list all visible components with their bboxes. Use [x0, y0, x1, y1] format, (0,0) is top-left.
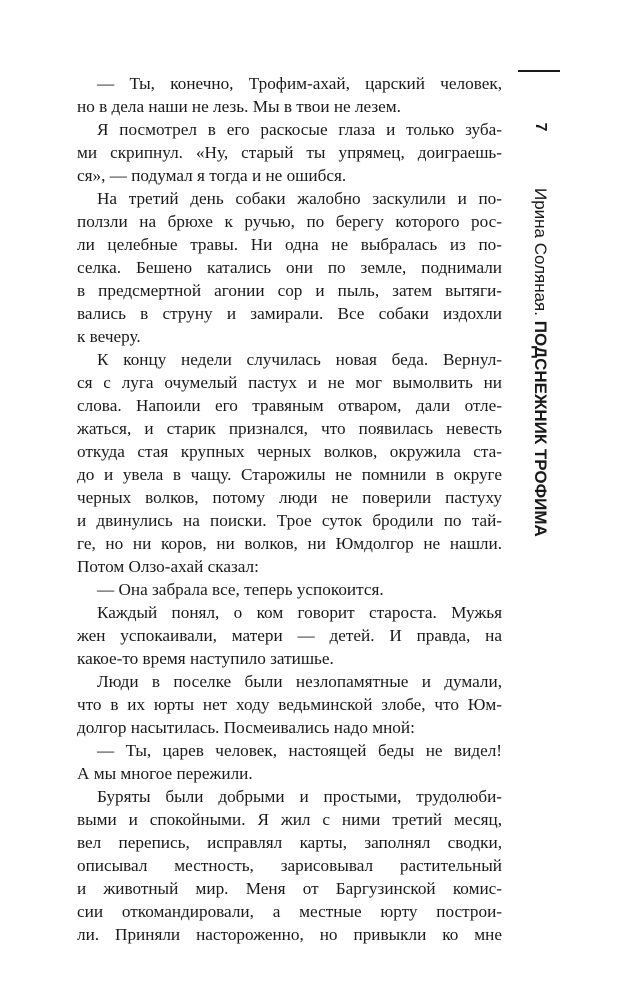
text-line: вел перепись, исправлял карты, заполнял сводки,: [77, 833, 502, 852]
text-line: ге, но ни коров, ни волков, ни Юмдолгор не нашли.: [77, 534, 502, 553]
text-line: Буряты были добрыми и простыми, трудолюби-: [97, 787, 502, 806]
text-line: — Она забрала все, теперь успокоится.: [97, 580, 384, 599]
text-line: выми и спокойными. Я жил с ними третий месяц,: [77, 810, 502, 829]
text-line: долгор насытилась. Посмеивались надо мной:: [77, 718, 415, 737]
text-line: селка. Бешено катались они по земле, поднимали: [77, 258, 502, 277]
text-line: в предсмертной агонии сор и пыль, затем вытяги-: [77, 281, 502, 300]
text-line: вались в струну и замирали. Все собаки издохли: [77, 304, 502, 323]
text-line: ся с луга очумелый пастух и не мог вымолвить ни: [77, 373, 502, 392]
running-head-title: ПОДСНЕЖНИК ТРОФИМА: [531, 320, 550, 537]
text-line: На третий день собаки жалобно заскулили и по-: [97, 189, 502, 208]
text-line: и двинулись на поиски. Трое суток бродили по тай-: [77, 511, 502, 530]
text-line: описывал местность, зарисовывал растительный: [77, 856, 502, 875]
text-line: — Ты, конечно, Трофим-ахай, царский человек,: [97, 74, 502, 93]
text-line: Люди в поселке были незлопамятные и думали,: [97, 672, 502, 691]
text-line: откуда стая крупных черных волков, окружила ста-: [77, 442, 502, 461]
text-line: ли целебные травы. Ни одна не выбралась из по-: [77, 235, 502, 254]
text-line: что в их юрты нет ходу ведьминской злобе, что Юм-: [77, 695, 502, 714]
text-line: Каждый понял, о ком говорит староста. Мужья: [97, 603, 502, 622]
running-head: [528, 188, 552, 537]
text-line: К концу недели случилась новая беда. Вернул-: [97, 350, 502, 369]
text-line: сии откомандировали, а местные юрту построи-: [77, 902, 502, 921]
text-line: к вечеру.: [77, 327, 141, 346]
text-line: А мы многое пережили.: [77, 764, 253, 783]
text-line: — Ты, царев человек, настоящей беды не видел!: [97, 741, 502, 760]
text-line: ползли на брюхе к ручью, по берегу которого рос-: [77, 212, 502, 231]
running-head-author: Ирина Соляная.: [531, 188, 550, 316]
text-line: ся», — подумал я тогда и не ошибся.: [77, 166, 347, 185]
text-line: до и увела в чащу. Старожилы не помнили в округе: [77, 465, 502, 484]
text-line: Потом Олзо-ахай сказал:: [77, 557, 259, 576]
text-line: ми скрипнул. «Ну, старый ты упрямец, доиграешь-: [77, 143, 502, 162]
body-text: [77, 72, 502, 946]
text-line: но в дела наши не лезь. Мы в твои не лезем.: [77, 97, 401, 116]
text-line: ли. Приняли настороженно, но привыкли ко мне: [77, 925, 502, 944]
page-rule: [518, 70, 560, 72]
text-line: жаться, и старик признался, что появилась невесть: [77, 419, 502, 438]
text-line: и животный мир. Меня от Баргузинской комис-: [77, 879, 502, 898]
text-line: слова. Напоили его травяным отваром, дали отле-: [77, 396, 502, 415]
text-line: черных волков, потому люди не поверили пастуху: [77, 488, 502, 507]
text-line: жен успокаивали, матери — детей. И правда, на: [77, 626, 502, 645]
page-number: 7: [532, 122, 549, 132]
text-line: какое-то время наступило затишье.: [77, 649, 334, 668]
text-line: Я посмотрел в его раскосые глаза и только зуба-: [97, 120, 502, 139]
